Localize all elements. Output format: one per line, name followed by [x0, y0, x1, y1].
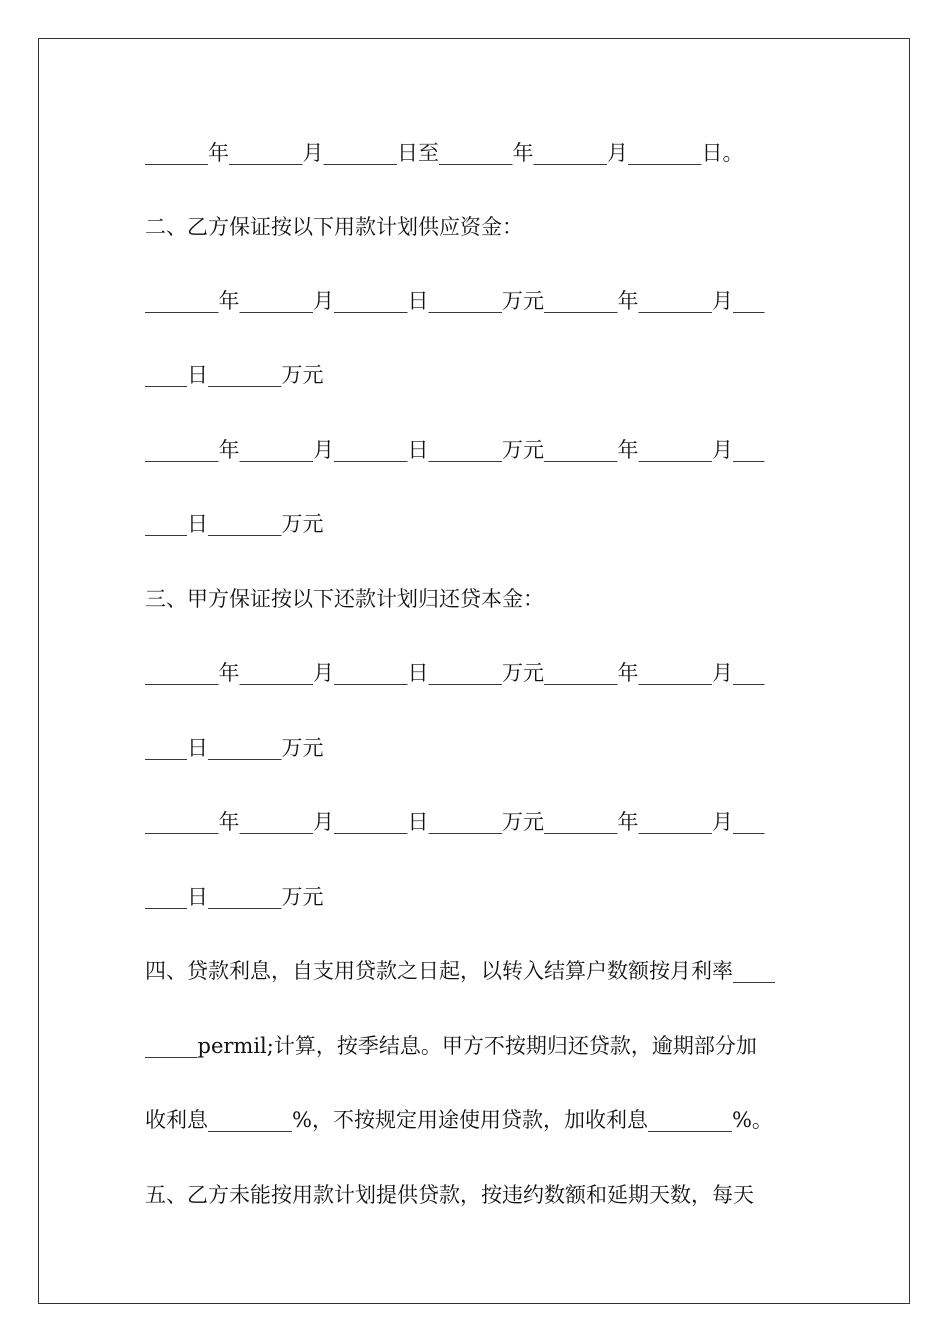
repay-plan-line-1a: _______年_______月_______日_______万元_______年_______月___ — [145, 661, 765, 685]
fund-plan-line-1a: _______年_______月_______日_______万元_______年_______月___ — [145, 289, 765, 313]
clause-5-line-1: 五、乙方未能按用款计划提供贷款，按违约数额和延期天数，每天 — [145, 1183, 754, 1207]
fund-plan-line-2b: ____日_______万元 — [145, 512, 324, 536]
clause-4-line-1: 四、贷款利息，自支用贷款之日起，以转入结算户数额按月利率____ — [145, 959, 775, 983]
repay-plan-line-2a: _______年_______月_______日_______万元_______年_______月___ — [145, 810, 765, 834]
clause-2-heading: 二、乙方保证按以下用款计划供应资金： — [145, 215, 523, 239]
repay-plan-line-1b: ____日_______万元 — [145, 736, 324, 760]
clause-4-line-3: 收利息________%，不按规定用途使用贷款，加收利息________%。 — [145, 1108, 773, 1132]
fund-plan-line-2a: _______年_______月_______日_______万元_______年_______月___ — [145, 438, 765, 462]
clause-3-heading: 三、甲方保证按以下还款计划归还贷本金： — [145, 587, 544, 611]
date-range-line: ______年_______月_______日至_______年_______月_______日。 — [145, 141, 744, 165]
clause-4-line-2: _____permil;计算，按季结息。甲方不按期归还贷款，逾期部分加 — [145, 1034, 757, 1058]
repay-plan-line-2b: ____日_______万元 — [145, 885, 324, 909]
fund-plan-line-1b: ____日_______万元 — [145, 363, 324, 387]
